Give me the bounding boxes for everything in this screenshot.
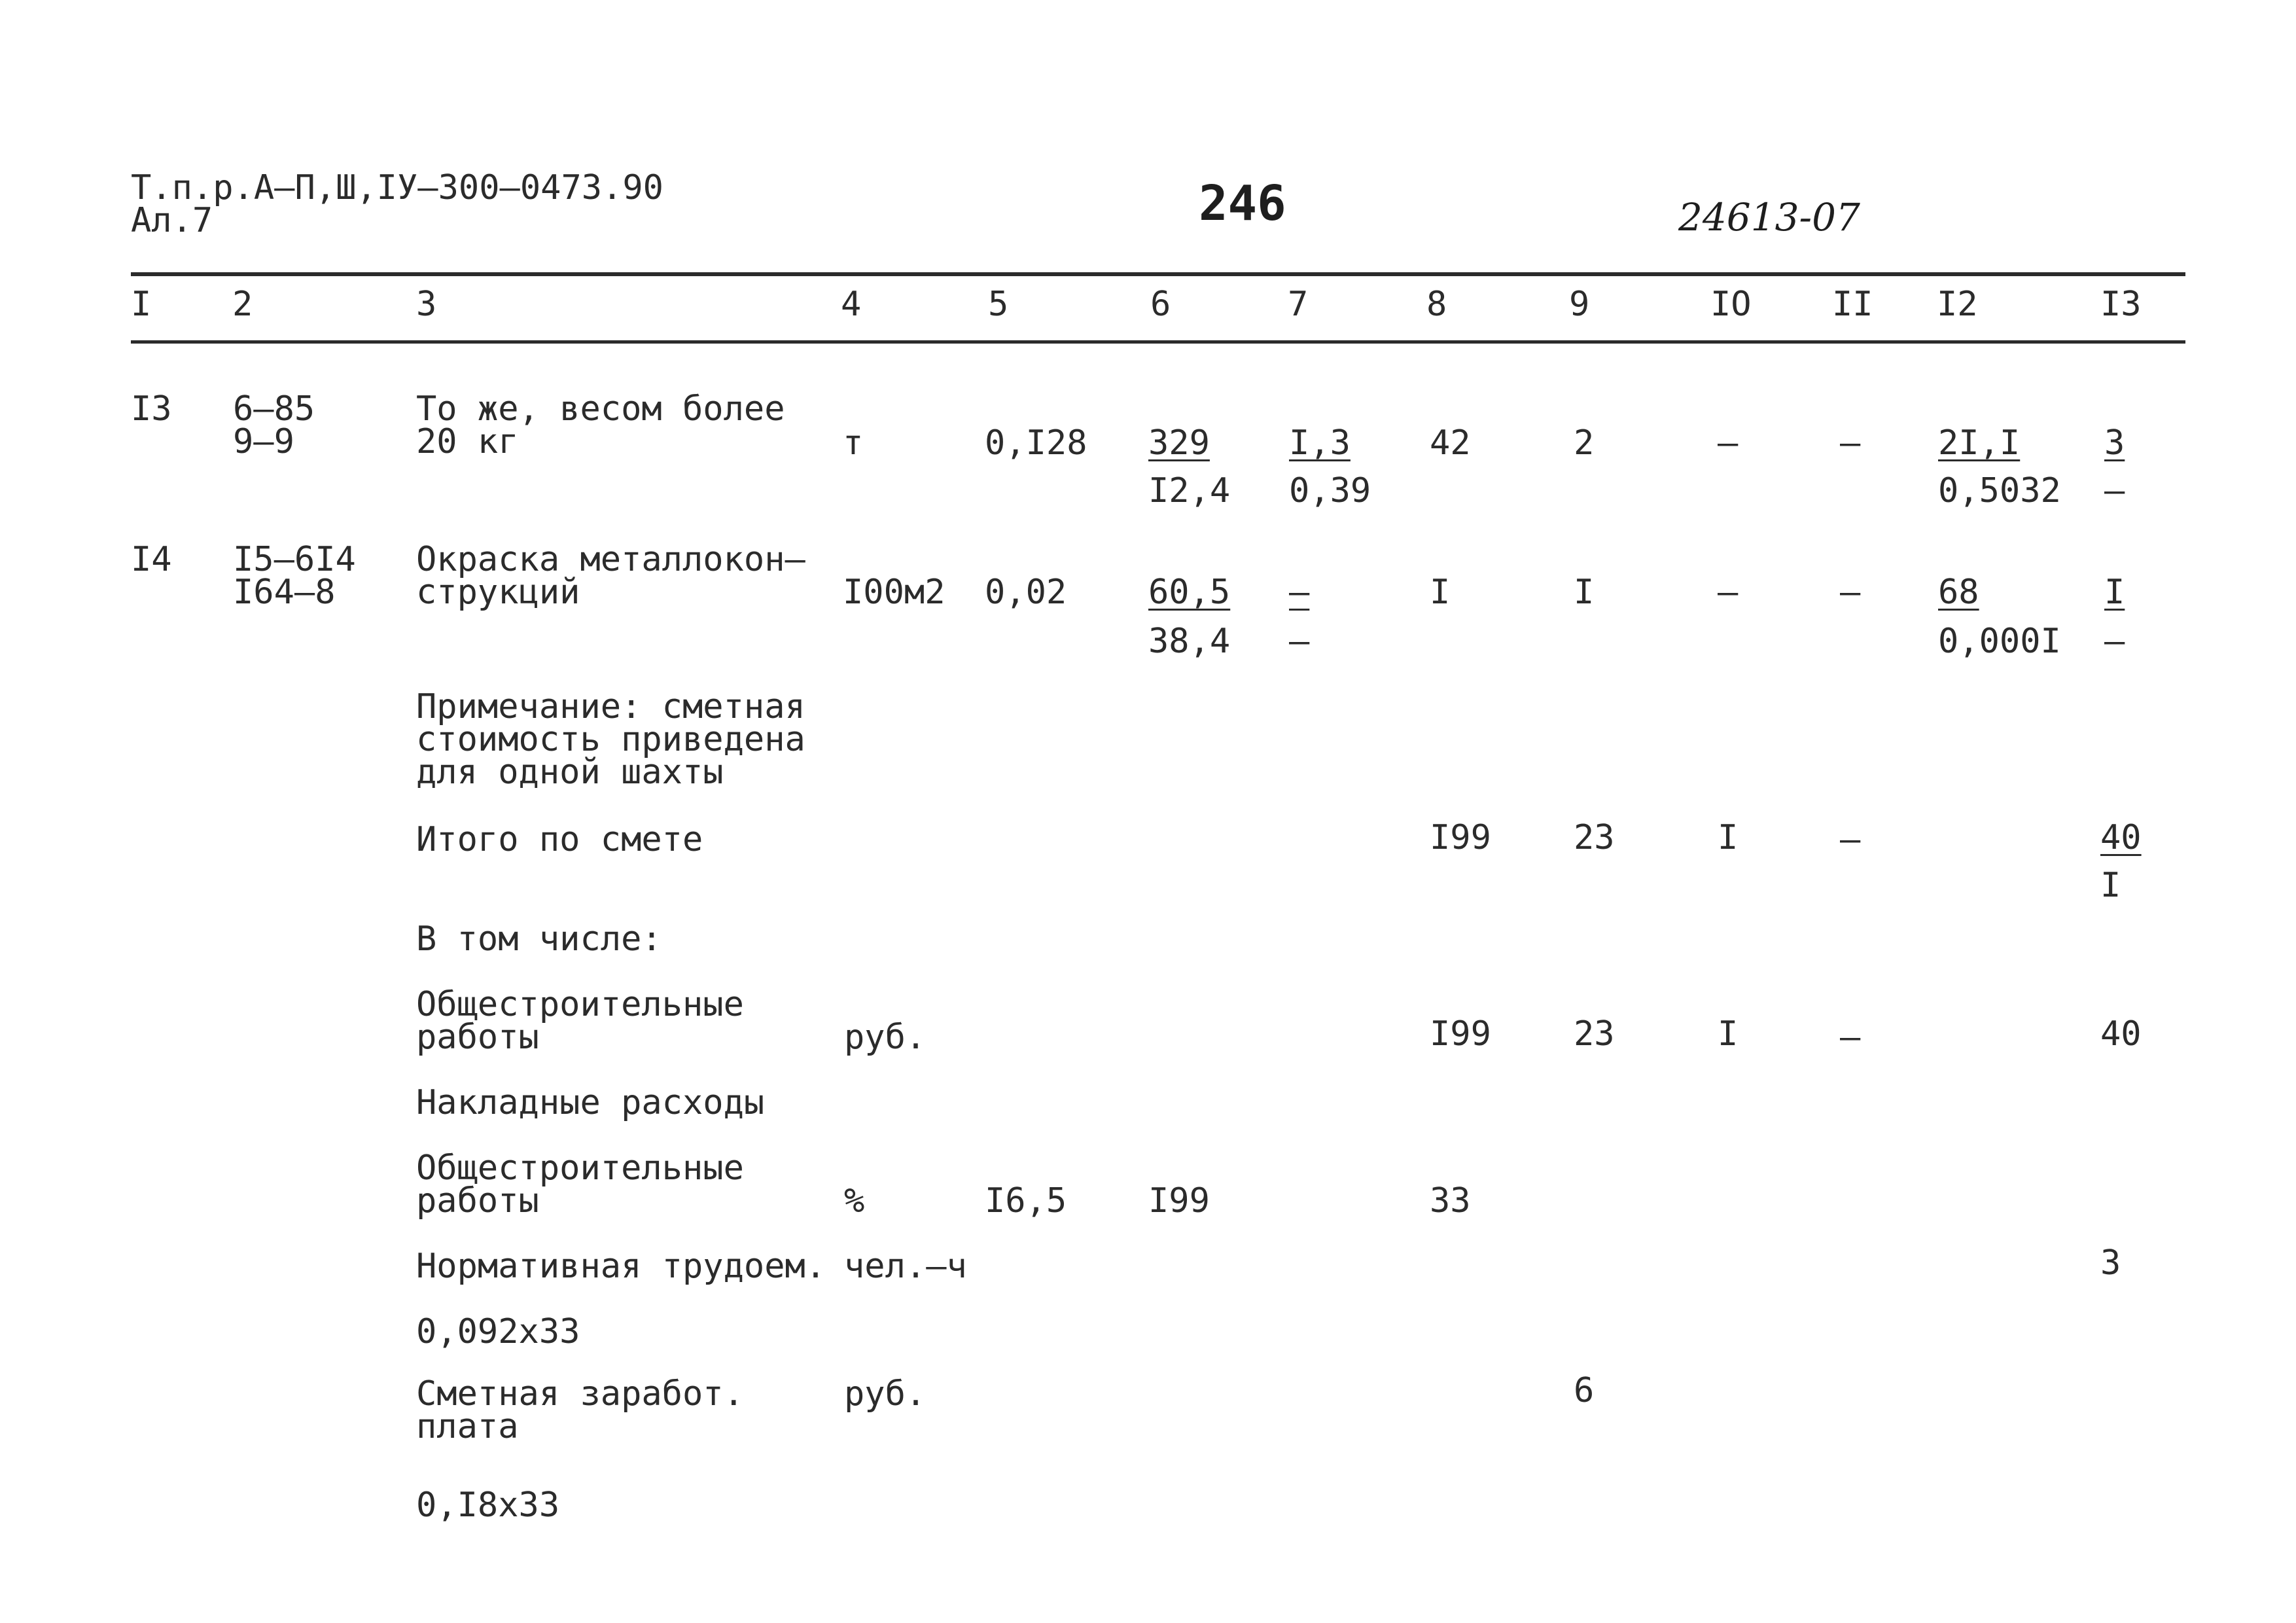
row-label: работы	[416, 1181, 539, 1221]
column-header: II	[1832, 285, 1873, 324]
page-number: 246	[1199, 175, 1286, 232]
rate-code: 9–9	[233, 422, 294, 461]
col6-value: I99	[1148, 1181, 1210, 1221]
col12-bottom: 0,000I	[1938, 622, 2061, 661]
row-number: I3	[131, 389, 172, 429]
col11-value: –	[1840, 573, 1861, 612]
album-label: Ал.7	[131, 201, 213, 240]
column-header: 4	[841, 285, 862, 324]
unit: руб.	[844, 1018, 927, 1057]
col7-bottom: 0,39	[1289, 471, 1371, 510]
col13-top: I	[2104, 573, 2125, 612]
row-description: струкций	[416, 573, 580, 612]
unit-cost-bottom: 38,4	[1148, 622, 1231, 661]
unit-cost-bottom: I2,4	[1148, 471, 1231, 510]
column-header: 9	[1569, 285, 1590, 324]
col8-value: I	[1430, 573, 1451, 612]
col9-value: 23	[1574, 1014, 1615, 1054]
unit-cost-top: 60,5	[1148, 573, 1231, 612]
column-header: I3	[2100, 285, 2142, 324]
row-label: Сметная заработ.	[416, 1374, 744, 1414]
unit: руб.	[844, 1374, 927, 1414]
column-header: I	[131, 285, 152, 324]
table-top-rule	[131, 272, 2185, 276]
row-label: Общестроительные	[416, 1149, 744, 1188]
unit: I00м2	[843, 573, 945, 612]
including-label: В том числе:	[416, 919, 662, 959]
document-code: Т.п.р.А–П,Ш,ІУ–300–0473.90	[131, 168, 663, 207]
formula: 0,092х33	[416, 1312, 580, 1351]
col13-value: 3	[2100, 1243, 2121, 1283]
table-header-rule	[131, 340, 2185, 344]
rate-code: 6–85	[233, 389, 315, 429]
total-label: Итого по смете	[416, 820, 703, 859]
col8-value: 42	[1430, 423, 1471, 463]
column-header: IO	[1710, 285, 1752, 324]
rate-code: I64–8	[233, 573, 336, 612]
col11-value: –	[1840, 1018, 1861, 1057]
column-header: 6	[1150, 285, 1171, 324]
row-label: Общестроительные	[416, 985, 744, 1024]
col5-value: I6,5	[985, 1181, 1067, 1221]
col10-value: –	[1718, 573, 1739, 612]
note-line: для одной шахты	[416, 753, 724, 792]
unit: чел.–ч	[844, 1247, 967, 1286]
handwritten-reference: 24613-07	[1678, 195, 1860, 240]
col13-bottom: –	[2104, 622, 2125, 661]
note-line: Примечание: сметная	[416, 687, 805, 726]
col9-value: I	[1574, 573, 1595, 612]
col9-value: 2	[1574, 423, 1595, 463]
col12-top: 68	[1938, 573, 1979, 612]
row-description: Окраска металлокон–	[416, 540, 805, 579]
col10-value: I	[1718, 1014, 1739, 1054]
unit: т	[843, 423, 864, 463]
column-header: 7	[1288, 285, 1309, 324]
col7-top: I,3	[1289, 423, 1351, 463]
col10-value: I	[1718, 818, 1739, 857]
rate-code: I5–6I4	[233, 540, 356, 579]
col9-value: 23	[1574, 818, 1615, 857]
row-description: 20 кг	[416, 422, 519, 461]
column-header: 5	[988, 285, 1009, 324]
unit: %	[844, 1181, 865, 1221]
row-description: То же, весом более	[416, 389, 785, 429]
column-header: 8	[1426, 285, 1447, 324]
col7-bottom: –	[1289, 622, 1310, 661]
quantity: 0,02	[985, 573, 1067, 612]
col8-value: I99	[1430, 1014, 1491, 1054]
col12-bottom: 0,5032	[1938, 471, 2061, 510]
row-label: Нормативная трудоем.	[416, 1247, 826, 1286]
col12-top: 2I,I	[1938, 423, 2021, 463]
formula: 0,I8х33	[416, 1486, 560, 1525]
note-line: стоимость приведена	[416, 720, 805, 759]
col7-top: –	[1289, 573, 1310, 612]
col13-top: 3	[2104, 423, 2125, 463]
row-number: I4	[131, 540, 172, 579]
quantity: 0,I28	[985, 423, 1087, 463]
overheads-label: Накладные расходы	[416, 1083, 765, 1122]
col10-value: –	[1718, 423, 1739, 463]
row-label: плата	[416, 1407, 519, 1446]
col8-value: I99	[1430, 818, 1491, 857]
col11-value: –	[1840, 423, 1861, 463]
col13-bottom: I	[2100, 866, 2121, 905]
col9-value: 6	[1574, 1371, 1595, 1410]
unit-cost-top: 329	[1148, 423, 1210, 463]
row-label: работы	[416, 1018, 539, 1057]
col11-value: –	[1840, 820, 1861, 859]
column-header: 3	[416, 285, 437, 324]
column-header: 2	[232, 285, 253, 324]
col13-value: 40	[2100, 1014, 2142, 1054]
col8-value: 33	[1430, 1181, 1471, 1221]
col13-bottom: –	[2104, 471, 2125, 510]
col13-top: 40	[2100, 818, 2142, 857]
column-header: I2	[1937, 285, 1978, 324]
